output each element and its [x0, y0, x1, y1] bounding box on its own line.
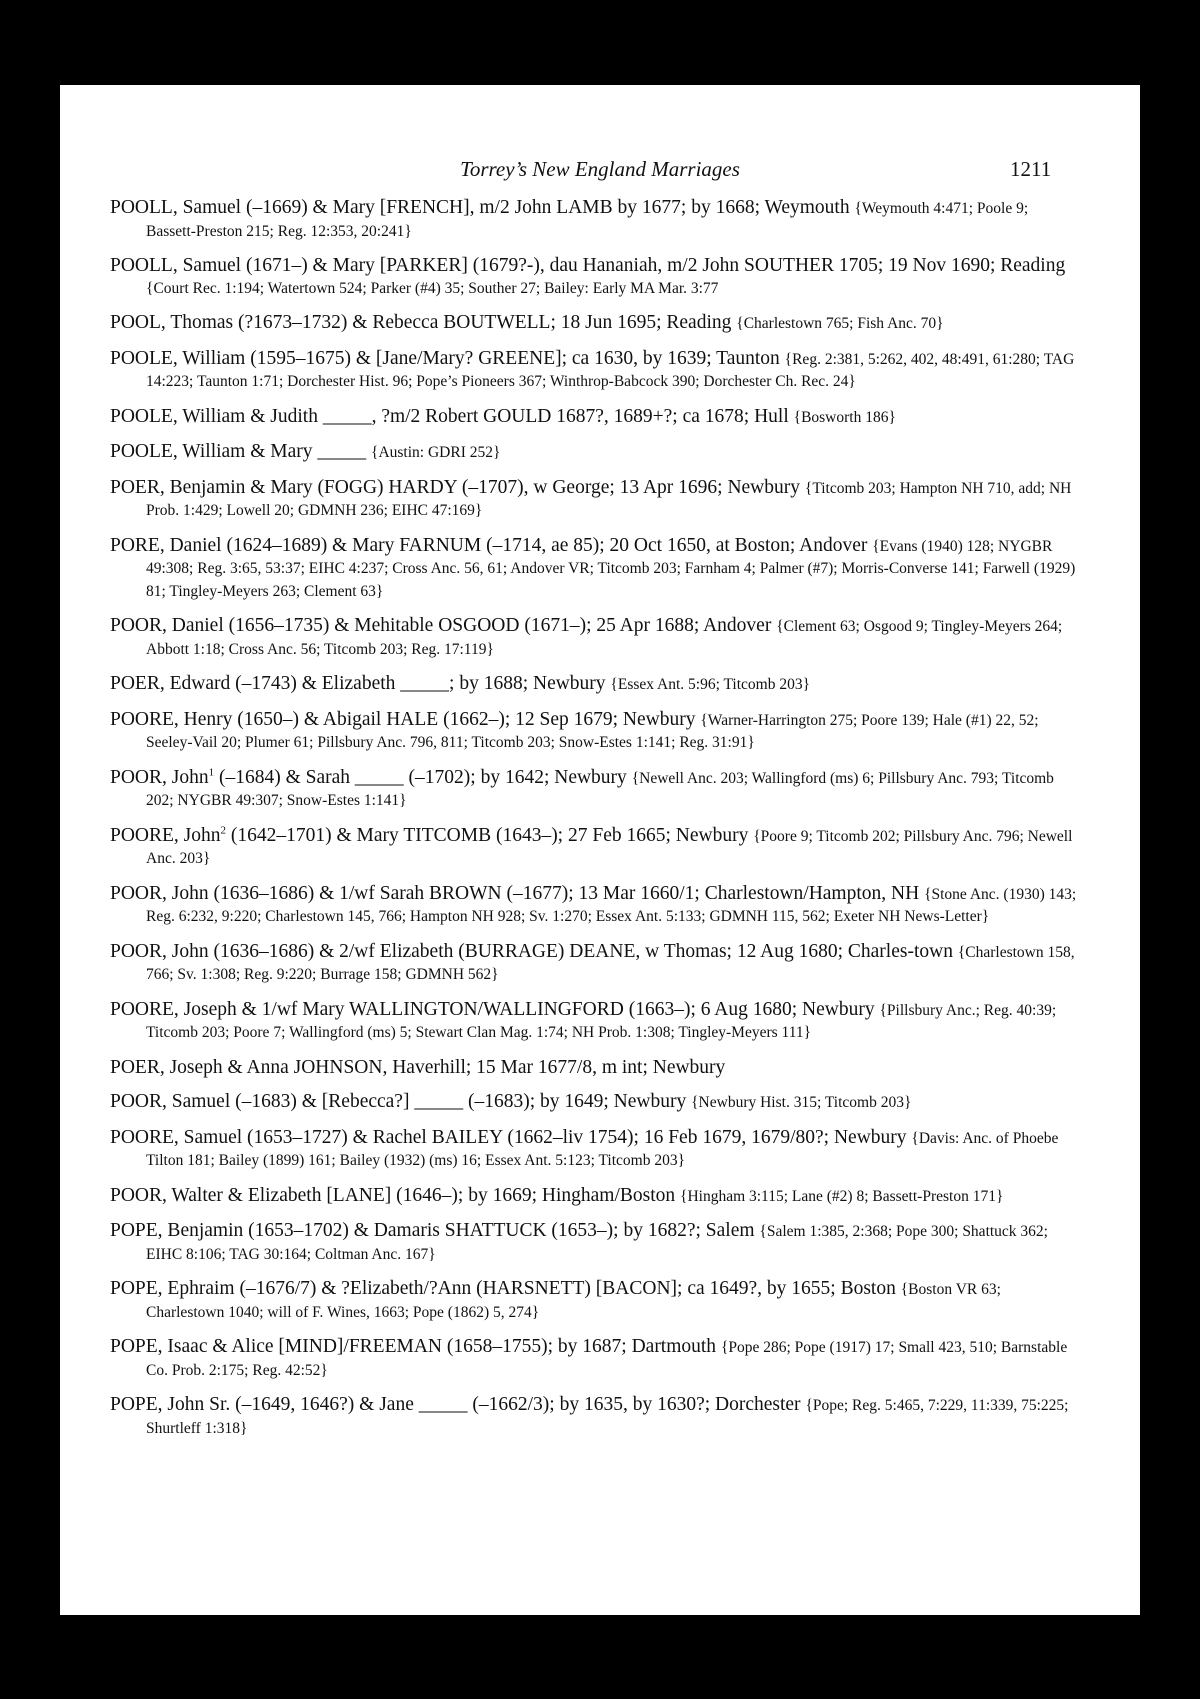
marriage-entry	[110, 441, 1080, 464]
entry-references: {Bosworth 186}	[793, 408, 896, 426]
entry-text: POOLE, William (1595–1675) & [Jane/Mary? GREENE]; ca 1630, by 1639; Taunton	[110, 347, 780, 369]
marriage-entry	[110, 1220, 1080, 1265]
marriage-entry	[110, 1278, 1080, 1323]
entry-text: POPE, Isaac & Alice [MIND]/FREEMAN (1658–1755); by 1687; Dartmouth	[110, 1336, 717, 1357]
entry-text: POOR, John (1636–1686) & 2/wf Elizabeth (BURRAGE) DEANE, w Thomas; 12 Aug 1680; Charles-town	[110, 940, 953, 962]
entry-text: POOLE, William & Judith _____, ?m/2 Robert GOULD 1687?, 1689+?; ca 1678; Hull	[110, 405, 789, 427]
entry-references: {Hingham 3:115; Lane (#2) 8; Bassett-Preston 171}	[680, 1187, 1004, 1205]
entry-text: POORE, Joseph & 1/wf Mary WALLINGTON/WALLINGFORD (1663–); 6 Aug 1680; Newbury	[110, 998, 875, 1020]
marriage-entry	[110, 197, 1080, 242]
entry-references: {Evans (1940) 128; NYGBR 49:308; Reg. 3:65, 53:37; EIHC 4:237; Cross Anc. 56, 61; Andover VR; Titcomb 203; Farnham 4; Palmer (#7); Morris-Converse 141; Farwell (1929) 81; Tingley-Meyers 263; Clement 63}	[146, 537, 1076, 600]
entry-text: (–1684) & Sarah _____ (–1702); by 1642; Newbury	[214, 766, 627, 788]
entry-references: {Essex Ant. 5:96; Titcomb 203}	[610, 676, 811, 693]
entry-text: PORE, Daniel (1624–1689) & Mary FARNUM (–1714, ae 85); 20 Oct 1650, at Boston; Andover	[110, 534, 868, 556]
entry-references: {Reg. 2:381, 5:262, 402, 48:491, 61:280; TAG 14:223; Taunton 1:71; Dorchester Hist. 96; Pope’s Pioneers 367; Winthrop-Babcock 390; Dorchester Ch. Rec. 24}	[146, 350, 1075, 390]
marriage-entry	[110, 255, 1080, 299]
entry-text: POOLL, Samuel (–1669) & Mary [FRENCH], m/2 John LAMB by 1677; by 1668; Weymouth	[110, 197, 850, 218]
entry-references: {Court Rec. 1:194; Watertown 524; Parker (#4) 35; Souther 27; Bailey: Early MA Mar. 3:77	[146, 279, 719, 297]
entry-text: POOLL, Samuel (1671–) & Mary [PARKER] (1679?-), dau Hananiah, m/2 John SOUTHER 1705; 19 Nov 1690; Reading	[110, 255, 1066, 276]
entry-text: POOR, Samuel (–1683) & [Rebecca?] _____ (–1683); by 1649; Newbury	[110, 1091, 687, 1112]
page-number: 1211	[1010, 157, 1052, 181]
entry-text: POPE, Ephraim (–1676/7) & ?Elizabeth/?Ann (HARSNETT) [BACON]; ca 1649?, by 1655; Boston	[110, 1278, 896, 1299]
marriage-entry	[110, 709, 1080, 754]
entry-references: {Austin: GDRI 252}	[371, 444, 501, 461]
entry-references: {Poore 9; Titcomb 202; Pillsbury Anc. 796; Newell Anc. 203}	[146, 827, 1073, 867]
entry-text: POOLE, William & Mary _____	[110, 441, 367, 462]
entry-text: POOR, Walter & Elizabeth [LANE] (1646–); by 1669; Hingham/Boston	[110, 1184, 676, 1206]
marriage-entry	[110, 615, 1080, 660]
generation-superscript: 2	[220, 824, 227, 836]
marriage-entries-list	[110, 197, 1080, 1452]
marriage-entry	[110, 348, 1080, 393]
entry-references: {Clement 63; Osgood 9; Tingley-Meyers 264; Abbott 1:18; Cross Anc. 56; Titcomb 203; Reg. 17:119}	[146, 618, 1063, 658]
entry-references: {Weymouth 4:471; Poole 9; Bassett-Preston 215; Reg. 12:353, 20:241}	[146, 200, 1029, 240]
marriage-entry	[110, 999, 1080, 1044]
entry-references: {Davis: Anc. of Phoebe Tilton 181; Bailey (1899) 161; Bailey (1932) (ms) 16; Essex Ant. 5:123; Titcomb 203}	[146, 1129, 1059, 1169]
marriage-entry	[110, 941, 1080, 986]
generation-superscript: 1	[208, 766, 215, 778]
entry-text: POER, Benjamin & Mary (FOGG) HARDY (–1707), w George; 13 Apr 1696; Newbury	[110, 476, 801, 498]
marriage-entry	[110, 1091, 1080, 1114]
entry-text: POOR, Daniel (1656–1735) & Mehitable OSGOOD (1671–); 25 Apr 1688; Andover	[110, 615, 772, 636]
entry-references: {Charlestown 158, 766; Sv. 1:308; Reg. 9:220; Burrage 158; GDMNH 562}	[146, 943, 1075, 983]
entry-references: {Titcomb 203; Hampton NH 710, add; NH Prob. 1:429; Lowell 20; GDMNH 236; EIHC 47:169}	[146, 479, 1072, 519]
entry-text: POORE, Henry (1650–) & Abigail HALE (1662–); 12 Sep 1679; Newbury	[110, 708, 696, 730]
marriage-entry	[110, 1057, 1080, 1079]
entry-text: POPE, Benjamin (1653–1702) & Damaris SHATTUCK (1653–); by 1682?; Salem	[110, 1220, 755, 1241]
marriage-entry	[110, 1127, 1080, 1172]
entry-references: {Salem 1:385, 2:368; Pope 300; Shattuck 362; EIHC 8:106; TAG 30:164; Coltman Anc. 167}	[146, 1223, 1048, 1263]
marriage-entry	[110, 1394, 1080, 1439]
marriage-entry	[110, 535, 1080, 603]
entry-references: {Pillsbury Anc.; Reg. 40:39; Titcomb 203; Poore 7; Wallingford (ms) 5; Stewart Clan Mag. 1:74; NH Prob. 1:308; Tingley-Meyers 111}	[146, 1001, 1057, 1041]
marriage-entry	[110, 825, 1080, 870]
marriage-entry	[110, 477, 1080, 522]
marriage-entry	[110, 1185, 1080, 1208]
entry-name: POORE, John	[110, 824, 221, 846]
entry-references: {Stone Anc. (1930) 143; Reg. 6:232, 9:220; Charlestown 145, 766; Hampton NH 928; Sv. 1:270; Essex Ant. 5:133; GDMNH 115, 562; Exeter NH News-Letter}	[146, 885, 1077, 925]
entry-references: {Newbury Hist. 315; Titcomb 203}	[691, 1094, 912, 1111]
running-header	[60, 157, 1140, 187]
marriage-entry	[110, 673, 1080, 696]
entry-references: {Boston VR 63; Charlestown 1040; will of F. Wines, 1663; Pope (1862) 5, 274}	[146, 1281, 1001, 1321]
entry-references: {Charlestown 765; Fish Anc. 70}	[736, 315, 944, 332]
entry-references: {Pope 286; Pope (1917) 17; Small 423, 510; Barnstable Co. Prob. 2:175; Reg. 42:52}	[146, 1339, 1068, 1379]
running-title: Torrey’s New England Marriages	[460, 157, 740, 181]
marriage-entry	[110, 883, 1080, 928]
entry-references: {Newell Anc. 203; Wallingford (ms) 6; Pillsbury Anc. 793; Titcomb 202; NYGBR 49:307; Snow-Estes 1:141}	[146, 769, 1054, 809]
entry-text: (1642–1701) & Mary TITCOMB (1643–); 27 Feb 1665; Newbury	[226, 824, 749, 846]
entry-text: POORE, Samuel (1653–1727) & Rachel BAILEY (1662–liv 1754); 16 Feb 1679, 1679/80?; Newbury	[110, 1126, 907, 1148]
marriage-entry	[110, 406, 1080, 429]
entry-text: POOL, Thomas (?1673–1732) & Rebecca BOUTWELL; 18 Jun 1695; Reading	[110, 312, 732, 333]
entry-references: {Warner-Harrington 275; Poore 139; Hale (#1) 22, 52; Seeley-Vail 20; Plumer 61; Pillsbury Anc. 796, 811; Titcomb 203; Snow-Estes 1:141; Reg. 31:91}	[146, 711, 1039, 751]
entry-text: POER, Edward (–1743) & Elizabeth _____; by 1688; Newbury	[110, 673, 606, 694]
entry-text: POPE, John Sr. (–1649, 1646?) & Jane _____ (–1662/3); by 1635, by 1630?; Dorchester	[110, 1394, 801, 1415]
document-page	[60, 85, 1140, 1615]
entry-references: {Pope; Reg. 5:465, 7:229, 11:339, 75:225; Shurtleff 1:318}	[146, 1397, 1069, 1437]
marriage-entry	[110, 312, 1080, 335]
marriage-entry	[110, 1336, 1080, 1381]
entry-text: POER, Joseph & Anna JOHNSON, Haverhill; 15 Mar 1677/8, m int; Newbury	[110, 1056, 726, 1078]
marriage-entry	[110, 767, 1080, 812]
entry-name: POOR, John	[110, 766, 209, 788]
entry-text: POOR, John (1636–1686) & 1/wf Sarah BROWN (–1677); 13 Mar 1660/1; Charlestown/Hampton, NH	[110, 882, 920, 904]
